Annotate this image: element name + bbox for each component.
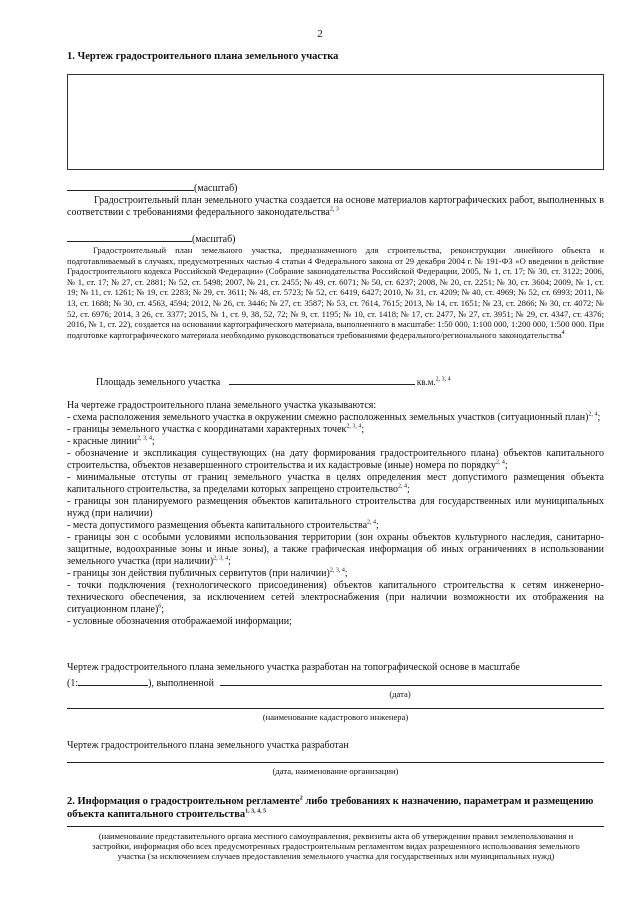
intro-2-sup: 4 [561, 329, 565, 336]
list-item-sup: 2, 3, 4 [136, 435, 152, 442]
list-item-text: - границы зон действия публичных сервитутов (при наличии) [67, 568, 330, 579]
list-item-text: - условные обозначения отображаемой информации; [67, 616, 292, 627]
list-item-sup: 6 [158, 603, 162, 610]
intro-1-text: Градостроительный план земельного участка создается на основе материалов картографических работ, выполненных в соответствии с требованиями федерального законодательства [67, 195, 604, 218]
intro-2-text: Градостроительный план земельного участка, предназначенного для строительства, реконструкции линейного объекта и подготавливаемый в случаях, предусмотренных частью 4 статьи 4 Федерального закона от 29 декабря 2004 г. № 191-ФЗ «О введении в действие Градостроительного кодекса Российской Федерации» (Собрание законодательства Российской Федерации, 2005, № 1, ст. 17; № 30, ст. 3122; 2006, № 1, ст. 17; № 27, ст. 2881; № 52, ст. 5498; 2007, № 21, ст. 2455; № 49, ст. 6071; № 50, ст. 6237; 2008, № 20, ст. 2251; № 30, ст. 3604; 2009, № 1, ст. 19; № 11, ст. 1261; № 19, ст. 2283; № 29, ст. 3611; № 48, ст. 5723; № 52, ст. 6419, 6427; 2010, № 31, ст. 4209; № 40, ст. 4969; № 52, ст. 6993; 2011, № 13, ст. 1688; № 30, ст. 4563, 4594; 2012, № 26, ст. 3446; № 27, ст. 3587; № 53, ст. 7614, 7615; 2013, № 14, ст. 1651; № 23, ст. 2866; № 30, ст. 4072; № 52, ст. 6976; 2014, 3 26, ст. 3377; 2015, № 1, ст. 9, 38, 52, 72; № 9, ст. 1195; № 10, ст. 1418; № 17, ст. 2477, № 27, ст. 3951; № 29, ст. 4347, ст. 4376; 2016, № 1, ст. 22), создается на основании картографического материала, выполненного в масштабе: 1:50 000, 1:100 000, 1:200 000, 1:500 000. При подготовке картографического материала необходимо руководствоваться требованиями федерального/регионального законодательства [67, 245, 604, 340]
list-item-text: - границы земельного участка с координатами характерных точек [67, 424, 347, 435]
list-item-sup: 2, 4 [588, 411, 598, 418]
list-item-text: - минимальные отступы от границ земельного участка в целях определения мест допустимого размещения объекта капитального строительства, за пределами которых запрещено строительство [67, 472, 604, 495]
list-item-sup: 2, 4 [495, 459, 505, 466]
scale-line-1 [67, 180, 367, 195]
section-2-sup-2: 1, 3, 4, 5 [245, 808, 267, 815]
list-item-tail: ; [504, 460, 508, 471]
area-line [96, 374, 596, 389]
list-item-text: - обозначение и экспликация существующих (на дату формирования градостроительного плана) объектов капитального строительства, объектов незавершенного строительства и их кадастровые (иные) номера по порядку [67, 448, 604, 471]
list-intro: На чертеже градостроительного плана земельного участка указываются: [67, 400, 377, 411]
list-item [67, 424, 604, 436]
list-item [67, 520, 604, 532]
list-item [67, 436, 604, 448]
list-item-text: - места допустимого размещения объекта капитального строительства [67, 520, 368, 531]
list-item [67, 532, 604, 568]
list-item [67, 496, 604, 520]
list-item [67, 616, 604, 628]
section-2-title [67, 795, 604, 821]
list-item [67, 448, 604, 472]
section-2-title-part-2: либо требованиях к назначению, параметрам и размещению объекта капитального строительства [67, 796, 594, 820]
list-item-tail: ; [151, 436, 155, 447]
section-1-title: 1. Чертеж градостроительного плана земельного участка [67, 51, 339, 62]
developed-text: Чертеж градостроительного плана земельного участка разработан [67, 740, 349, 751]
list-item-text: - точки подключения (технологического присоединения) объектов капитального строительства к сетям инженерно-технического обеспечения, за исключением сетей электроснабжения (при наличии возможности их отображения на ситуационном плане) [67, 580, 604, 615]
area-unit: кв.м. [416, 377, 436, 387]
org-caption: (дата, наименование организации) [272, 766, 399, 776]
scale-label-1: (масштаб) [194, 183, 238, 194]
list-item-tail: ; [228, 556, 231, 567]
section-2-sup-1: 2 [299, 795, 303, 802]
list-item-tail: ; [361, 424, 365, 435]
list-item-tail: ; [344, 568, 348, 579]
list-item-text: - границы зон планируемого размещения объектов капитального строительства для государственных или муниципальных нужд (при наличии) [67, 496, 604, 519]
scale-number-blank[interactable] [78, 675, 148, 686]
scale-blank-1 [67, 180, 194, 191]
topo-basis-blank[interactable] [220, 675, 602, 686]
list-item-text: - схема расположения земельного участка в окружении смежно расположенных земельных участков (ситуационный план) [67, 412, 589, 423]
list-item-text: - границы зон с особыми условиями использования территории (зон охраны объектов культурного наследия, санитарно-защитные, водоохранные зоны и иные зоны), а также графическая информация об иных ограничениях в использовании земельного участка (при наличии) [67, 532, 604, 567]
list-item-tail: ; [597, 412, 601, 423]
section-2-title-part-1: 2. Информация о градостроительном регламенте [67, 796, 300, 807]
area-sup: 2, 3, 4 [435, 376, 451, 383]
scale-blank-2 [67, 231, 192, 242]
regulation-caption: (наименование представительного органа местного самоуправления, реквизиты акта об утверждении правил землепользования и застройки, информация обо всех предусмотренных градостроительным регламентом видах разрешенного использования земельного участка (за исключением случаев предоставления земельного участка для государственных или муниципальных нужд) [92, 831, 580, 861]
list-item [67, 568, 604, 580]
scale-prefix: (1: [67, 678, 79, 689]
list-item [67, 412, 604, 424]
list-item-tail: ; [161, 604, 165, 615]
list-item [67, 580, 604, 616]
area-label: Площадь земельного участка [96, 377, 221, 388]
drawing-text: Чертеж градостроительного плана земельного участка разработан на топографической основе в масштабе [67, 662, 520, 673]
drawing-frame [67, 74, 604, 170]
intro-paragraph-1 [67, 195, 604, 219]
list-item-text: - красные линии [67, 436, 137, 447]
area-input-blank[interactable] [229, 374, 415, 385]
date-caption: (дата) [389, 689, 411, 699]
page-number: 2 [317, 28, 323, 40]
scale-suffix: ), выполненной [148, 678, 214, 689]
list-item-sup: 2, 3, 4 [213, 555, 229, 562]
content-list [67, 412, 604, 628]
list-item [67, 472, 604, 496]
scale-fill-line [67, 675, 604, 690]
engineer-caption: (наименование кадастрового инженера) [262, 712, 409, 722]
list-item-sup: 2, 4 [367, 519, 377, 526]
scale-label-2: (масштаб) [192, 234, 236, 245]
scale-line-2 [67, 231, 367, 246]
intro-1-sup: 2, 3 [329, 206, 339, 213]
list-item-sup: 2, 3, 4 [329, 567, 345, 574]
list-item-tail: ; [376, 520, 379, 531]
list-item-sup: 2, 3, 4 [346, 423, 362, 430]
engineer-rule [67, 708, 604, 709]
list-item-tail: ; [406, 484, 410, 495]
regulation-rule [67, 826, 604, 827]
list-item-sup: 2, 4 [397, 483, 407, 490]
intro-paragraph-2 [67, 245, 604, 340]
org-rule [67, 762, 604, 763]
